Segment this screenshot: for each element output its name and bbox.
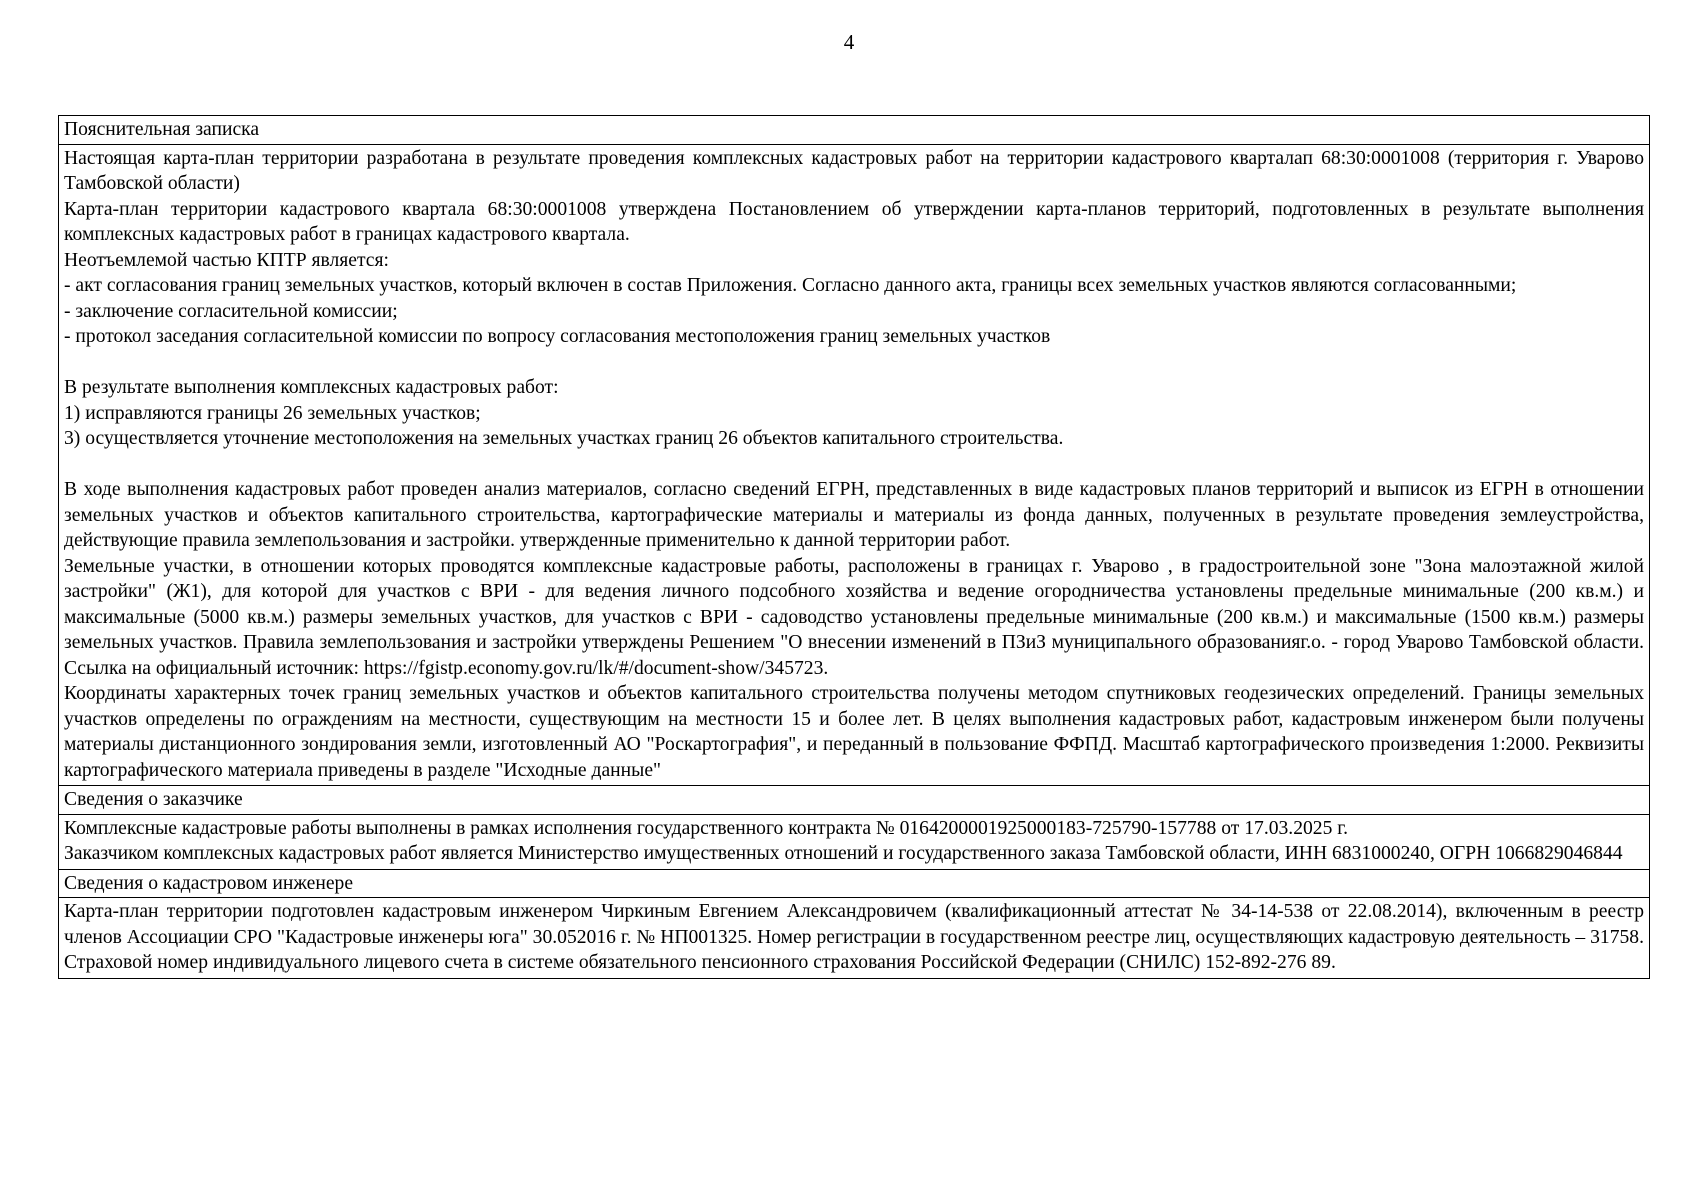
- engineer-paragraph: Карта-план территории подготовлен кадастровым инженером Чиркиным Евгением Александровичем (квалификационный аттестат № 34-14-538 от 22.08.2014), включенным в реестр членов Ассоциации СРО "Кадастровые инженеры юга" 30.052016 г. № НП001325. Номер регистрации в государственном реестре лиц, осуществляющих кадастровую деятельность – 31758. Страховой номер индивидуального лицевого счета в системе обязательного пенсионного страхования Российской Федерации (СНИЛС) 152-892-276 89.: [64, 901, 1644, 973]
- explanatory-note-header: [59, 116, 1649, 145]
- note-paragraph: Земельные участки, в отношении которых проводятся комплексные кадастровые работы, расположены в границах г. Уварово , в градостроительной зоне "Зона малоэтажной жилой застройки" (Ж1), для которой для участков с ВРИ - для ведения личного подсобного хозяйства и ведение огородничества установлены предельные минимальные (200 кв.м.) и максимальные (5000 кв.м.) размеры земельных участков, для участков с ВРИ - садоводство установлены предельные минимальные (200 кв.м.) и максимальные (1500 кв.м.) размеры земельных участков. Правила землепользования и застройки утверждены Решением "О внесении изменений в ПЗиЗ муниципального образованияг.о. - город Уварово Тамбовской области. Ссылка на официальный источник: https://fgistp.economy.gov.ru/lk/#/document-show/345723.: [64, 555, 1644, 679]
- engineer-info-title: Сведения о кадастровом инженере: [64, 872, 354, 894]
- note-paragraph: Координаты характерных точек границ земельных участков и объектов капитального строительства получены методом спутниковых геодезических определений. Границы земельных участков определены по ограждениям на местности, существующим на местности 15 и более лет. В целях выполнения кадастровых работ, кадастровым инженером были получены материалы дистанционного зондирования земли, изготовленный АО "Роскартография", и переданный в пользование ФФПД. Масштаб картографического произведения 1:2000. Реквизиты картографического материала приведены в разделе "Исходные данные": [64, 683, 1644, 781]
- explanatory-note-body: [59, 145, 1649, 787]
- note-paragraph: Настоящая карта-план территории разработана в результате проведения комплексных кадастровых работ на территории кадастрового кварталап 68:30:0001008 (территория г. Уварово Тамбовской области): [64, 147, 1644, 194]
- note-list-item: 1) исправляются границы 26 земельных участков;: [64, 402, 481, 424]
- note-list-item: - протокол заседания согласительной комиссии по вопросу согласования местоположения границ земельных участков: [64, 326, 1051, 347]
- customer-info-title: Сведения о заказчике: [64, 789, 243, 810]
- note-paragraph: В результате выполнения комплексных кадастровых работ:: [64, 377, 559, 398]
- customer-info-header: [59, 786, 1649, 815]
- customer-info-body: [59, 815, 1649, 870]
- engineer-info-body: [59, 898, 1649, 978]
- note-list-item: 3) осуществляется уточнение местоположения на земельных участках границ 26 объектов капитального строительства.: [64, 428, 1064, 449]
- document-table: [58, 115, 1650, 979]
- note-paragraph: В ходе выполнения кадастровых работ проведен анализ материалов, согласно сведений ЕГРН, представленных в виде кадастровых планов территорий и выписок из ЕГРН в отношении земельных участков и объектов капитального строительства, картографические материалы и материалы из фонда данных, полученных в результате проведения землеустройства, действующие правила землепользования и застройки. утвержденные применительно к данной территории работ.: [64, 479, 1644, 551]
- customer-paragraph: Заказчиком комплексных кадастровых работ является Министерство имущественных отношений и государственного заказа Тамбовской области, ИНН 6831000240, ОГРН 1066829046844: [64, 843, 1623, 864]
- engineer-info-header: [59, 870, 1649, 899]
- page-number: 4: [843, 30, 855, 54]
- blank-line: [64, 452, 1644, 478]
- explanatory-note-title: Пояснительная записка: [64, 119, 260, 140]
- note-list-item: - акт согласования границ земельных участков, который включен в состав Приложения. Согласно данного акта, границы всех земельных участков являются согласованными;: [64, 275, 1517, 296]
- customer-paragraph: Комплексные кадастровые работы выполнены в рамках исполнения государственного контракта № 0164200001925000183-725790-157788 от 17.03.2025 г.: [64, 817, 1349, 839]
- note-paragraph: Карта-план территории кадастрового квартала 68:30:0001008 утверждена Постановлением об утверждении карта-планов территорий, подготовленных в результате выполнения комплексных кадастровых работ в границах кадастрового квартала.: [64, 198, 1644, 245]
- note-paragraph: Неотъемлемой частью КПТР является:: [64, 249, 389, 271]
- blank-line: [64, 350, 1644, 376]
- note-list-item: - заключение согласительной комиссии;: [64, 300, 398, 322]
